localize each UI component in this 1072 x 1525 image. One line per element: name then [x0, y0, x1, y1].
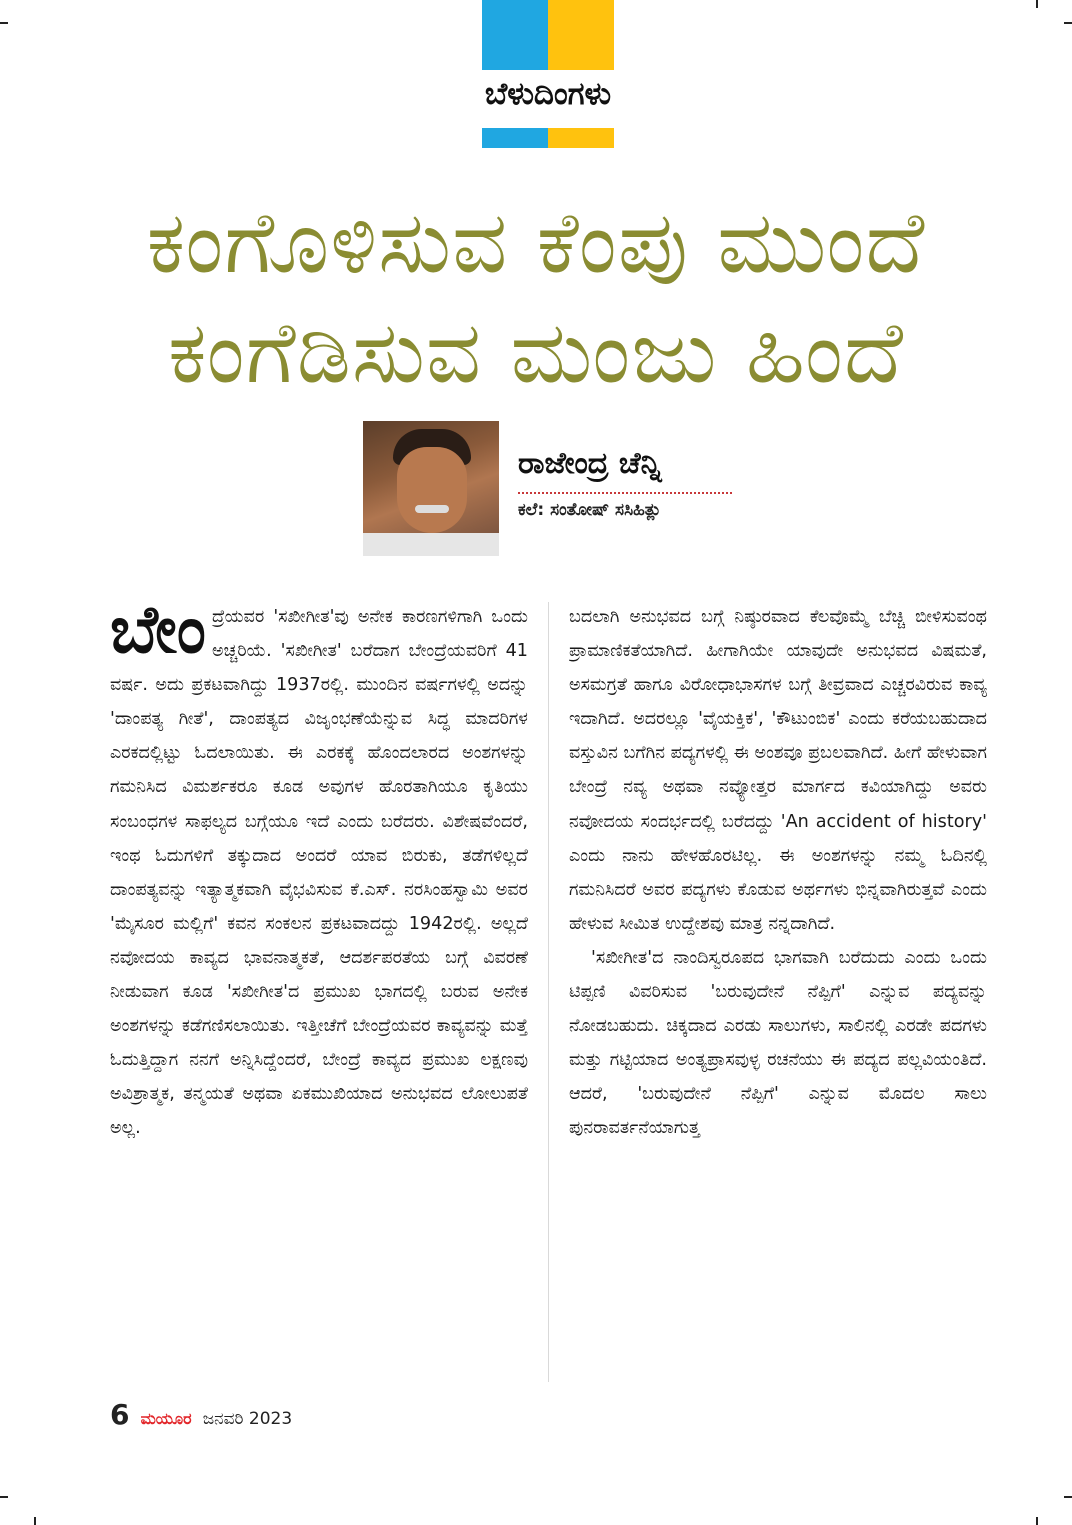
crop-mark [0, 1496, 8, 1498]
crop-mark [1064, 1496, 1072, 1498]
logo-blue-strip [482, 128, 548, 148]
article-text: ದ್ರೆಯವರ 'ಸಖೀಗೀತ'ವು ಅನೇಕ ಕಾರಣಗಳಿಗಾಗಿ ಒಂದು ಅಚ್ಚರಿಯೆ. 'ಸಖೀಗೀತ' ಬರೆದಾಗ ಬೇಂದ್ರೆಯವರಿಗೆ 41 ವರ್ಷ. ಅದು ಪ್ರಕಟವಾಗಿದ್ದು 1937ರಲ್ಲಿ. ಮುಂದಿನ ವರ್ಷಗಳಲ್ಲಿ ಅದನ್ನು 'ದಾಂಪತ್ಯ ಗೀತೆ', ದಾಂಪತ್ಯದ ವಿಜೃಂಭಣೆಯೆನ್ನುವ ಸಿದ್ಧ ಮಾದರಿಗಳ ಎರಕದಲ್ಲಿಟ್ಟು ಓದಲಾಯಿತು. ಈ ಎರಕಕ್ಕೆ ಹೊಂದಲಾರದ ಅಂಶಗಳನ್ನು ಗಮನಿಸಿದ ವಿಮರ್ಶಕರೂ ಕೂಡ ಅವುಗಳ ಹೊರತಾಗಿಯೂ ಕೃತಿಯು ಸಂಬಂಧಗಳ ಸಾಫಲ್ಯದ ಬಗ್ಗೆಯೂ ಇದೆ ಎಂದು ಬರೆದರು. ವಿಶೇಷವೆಂದರೆ, ಇಂಥ ಓದುಗಳಿಗೆ ತಕ್ಕುದಾದ ಅಂದರೆ ಯಾವ ಬಿರುಕು, ತಡೆಗಳಿಲ್ಲದೆ ದಾಂಪತ್ಯವನ್ನು ಇತ್ಯಾತ್ಮಕವಾಗಿ ವೈಭವಿಸುವ ಕೆ.ಎಸ್. ನರಸಿಂಹಸ್ವಾಮಿ ಅವರ 'ಮೈಸೂರ ಮಲ್ಲಿಗೆ' ಕವನ ಸಂಕಲನ ಪ್ರಕಟವಾದದ್ದು 1942ರಲ್ಲಿ. ಅಲ್ಲದೆ ನವೋದಯ ಕಾವ್ಯದ ಭಾವನಾತ್ಮಕತೆ, ಆದರ್ಶಪರತೆಯ ಬಗ್ಗೆ ವಿವರಣೆ ನೀಡುವಾಗ ಕೂಡ 'ಸಖೀಗೀತ'ದ ಪ್ರಮುಖ ಭಾಗದಲ್ಲಿ ಬರುವ ಅನೇಕ ಅಂಶಗಳನ್ನು ಕಡೆಗಣಿಸಲಾಯಿತು. ಇತ್ತೀಚೆಗೆ ಬೇಂದ್ರೆಯವರ ಕಾವ್ಯವನ್ನು ಮತ್ತೆ ಓದುತ್ತಿದ್ದಾಗ ನನಗೆ ಅನ್ನಿಸಿದ್ದೆಂದರೆ, ಬೇಂದ್ರೆ ಕಾವ್ಯದ ಪ್ರಮುಖ ಲಕ್ಷಣವು ಅವಿಶ್ರಾತ್ಮಕ, ತನ್ಮಯತೆ ಅಥವಾ ಏಕಮುಖಿಯಾದ ಅನುಭವದ ಲೋಲುಪತೆ ಅಲ್ಲ. [110, 607, 528, 1139]
magazine-logo: ಮಯೂರ [140, 1409, 192, 1428]
crop-mark [0, 22, 8, 24]
logo-yellow-strip [548, 128, 614, 148]
byline-divider [518, 492, 732, 494]
crop-mark [1064, 22, 1072, 24]
illustration-credit: ಕಲೆ: ಸಂತೋಷ್ ಸಸಿಹಿತ್ಲು [518, 500, 662, 520]
logo-blue-block [482, 0, 548, 70]
headline-line-1: ಕಂಗೊಳಿಸುವ ಕೆಂಪು ಮುಂದೆ [146, 193, 926, 293]
article-column-left [110, 600, 528, 1386]
article-column-right [569, 600, 987, 1386]
issue-date: ಜನವರಿ 2023 [202, 1409, 293, 1429]
page-number: 6 [110, 1398, 130, 1431]
drop-cap: ಬೇಂ [110, 600, 206, 668]
section-logo [482, 0, 614, 148]
section-name: ಬೆಳುದಿಂಗಳು [484, 76, 612, 112]
crop-mark [1036, 1517, 1038, 1525]
author-name: ರಾಜೇಂದ್ರ ಚೆನ್ನಿ [518, 446, 662, 481]
headline-line-2: ಕಂಗೆಡಿಸುವ ಮಂಜು ಹಿಂದೆ [167, 303, 905, 403]
author-photo [363, 421, 499, 556]
page-footer [110, 1398, 292, 1431]
crop-mark [34, 1517, 36, 1525]
column-divider [548, 602, 549, 1382]
article-paragraph: ಬದಲಾಗಿ ಅನುಭವದ ಬಗ್ಗೆ ನಿಷ್ಠುರವಾದ ಕೆಲವೊಮ್ಮೆ ಬೆಚ್ಚಿ ಬೀಳಿಸುವಂಥ ಪ್ರಾಮಾಣಿಕತೆಯಾಗಿದೆ. ಹೀಗಾಗಿಯೇ ಯಾವುದೇ ಅನುಭವದ ವಿಷಮತೆ, ಅಸಮಗ್ರತೆ ಹಾಗೂ ವಿರೋಧಾಭಾಸಗಳ ಬಗ್ಗೆ ತೀವ್ರವಾದ ಎಚ್ಚರವಿರುವ ಕಾವ್ಯ ಇದಾಗಿದೆ. ಅದರಲ್ಲೂ 'ವೈಯಕ್ತಿಕ', 'ಕೌಟುಂಬಿಕ' ಎಂದು ಕರೆಯಬಹುದಾದ ವಸ್ತುವಿನ ಬಗೆಗಿನ ಪದ್ಯಗಳಲ್ಲಿ ಈ ಅಂಶವೂ ಪ್ರಬಲವಾಗಿದೆ. ಹೀಗೆ ಹೇಳುವಾಗ ಬೇಂದ್ರೆ ನವ್ಯ ಅಥವಾ ನವ್ಯೋತ್ತರ ಮಾರ್ಗದ ಕವಿಯಾಗಿದ್ದು ಅವರು ನವೋದಯ ಸಂದರ್ಭದಲ್ಲಿ ಬರೆದದ್ದು 'An accident of history' ಎಂದು ನಾನು ಹೇಳಹೊರಟಿಲ್ಲ. ಈ ಅಂಶಗಳನ್ನು ನಮ್ಮ ಓದಿನಲ್ಲಿ ಗಮನಿಸಿದರೆ ಅವರ ಪದ್ಯಗಳು ಕೊಡುವ ಅರ್ಥಗಳು ಭಿನ್ನವಾಗಿರುತ್ತವೆ ಎಂದು ಹೇಳುವ ಸೀಮಿತ ಉದ್ದೇಶವು ಮಾತ್ರ ನನ್ನದಾಗಿದೆ. [569, 607, 987, 934]
article-paragraph: 'ಸಖೀಗೀತ'ದ ನಾಂದಿಸ್ವರೂಪದ ಭಾಗವಾಗಿ ಬರೆದುದು ಎಂದು ಒಂದು ಟಿಪ್ಪಣಿ ವಿವರಿಸುವ 'ಬರುವುದೇನೆ ನೆಪ್ಪಿಗೆ' ಎನ್ನುವ ಪದ್ಯವನ್ನು ನೋಡಬಹುದು. ಚಿಕ್ಕದಾದ ಎರಡು ಸಾಲುಗಳು, ಸಾಲಿನಲ್ಲಿ ಎರಡೇ ಪದಗಳು ಮತ್ತು ಗಟ್ಟಿಯಾದ ಅಂತ್ಯಪ್ರಾಸವುಳ್ಳ ರಚನೆಯು ಈ ಪದ್ಯದ ಪಲ್ಲವಿಯಂತಿದೆ. ಆದರೆ, 'ಬರುವುದೇನೆ ನೆಪ್ಪಿಗೆ' ಎನ್ನುವ ಮೊದಲ ಸಾಲು ಪುನರಾವರ್ತನೆಯಾಗುತ್ತ [569, 947, 987, 1139]
crop-mark [1036, 0, 1038, 8]
logo-yellow-block [548, 0, 614, 70]
